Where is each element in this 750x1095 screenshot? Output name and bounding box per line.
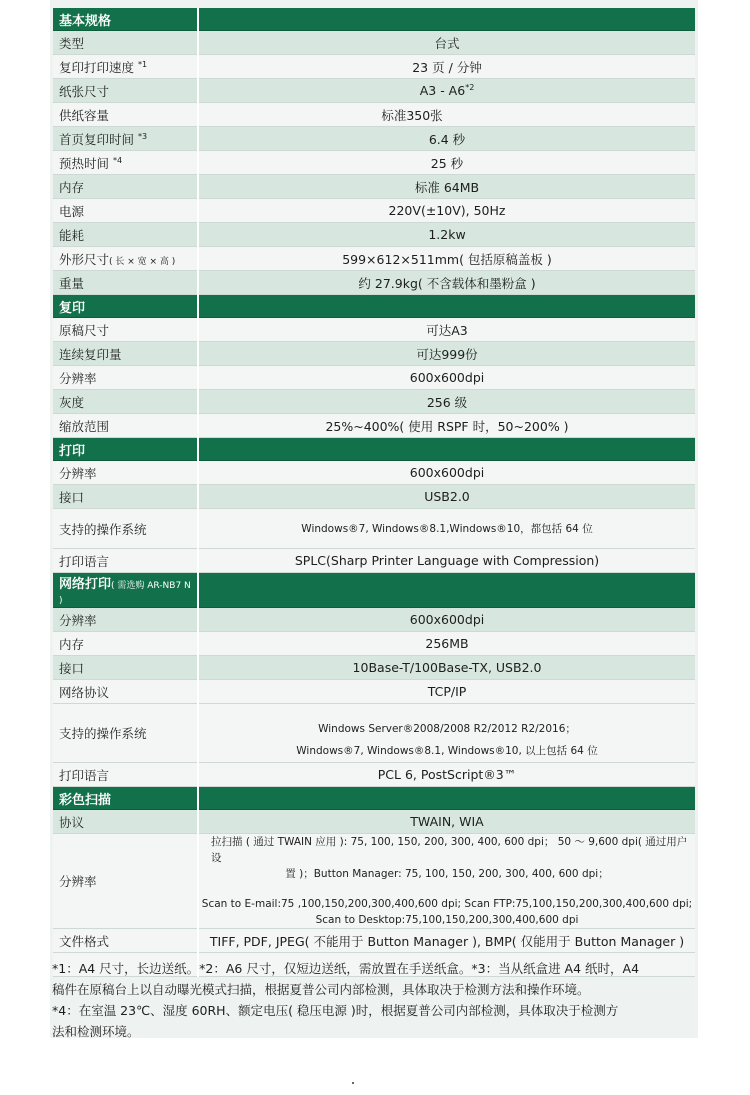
footnote-line: *4：在室温 23℃、湿度 60RH、额定电压( 稳压电源 )时，根据夏普公司内部检测，具体取决于检测方: [52, 1003, 619, 1018]
row-value: 25 秒: [198, 151, 695, 175]
row-value: 600x600dpi: [198, 608, 695, 632]
row-value: 600x600dpi: [198, 461, 695, 485]
section-scan: 彩色扫描: [53, 787, 695, 810]
row-label: 预热时间 $^{*4}$: [53, 151, 198, 175]
row-value: 拉扫描 ( 通过 TWAIN 应用 ): 75, 100, 150, 200, 300, 400, 600 dpi； 50 ～ 9,600 dpi( 通过用户设 置 )；Button Manager: 75, 100, 150, 200, 300, 400, 600 dpi； Scan to E-mail:75 ,100,150,200,300,400,600 dpi; Scan FTP:75,100,150,200,300,400,600 dpi; Scan to Desktop:75,100,150,200,300,400,600 dpi: [198, 834, 695, 929]
row-value: 标准350张: [198, 103, 695, 127]
row-label: 打印语言: [53, 549, 198, 573]
spec-table: [53, 8, 695, 977]
row-label: 协议: [53, 810, 198, 834]
row-value: 599×612×511mm( 包括原稿盖板 ): [198, 247, 695, 271]
row-label: 支持的操作系统: [53, 704, 198, 763]
section-basic: 基本规格: [53, 8, 695, 31]
row-label: 网络协议: [53, 680, 198, 704]
row-value: 约 27.9kg( 不含载体和墨粉盒 ): [198, 271, 695, 295]
row-value: A3 - A6$^{*2}$: [198, 79, 695, 103]
row-value: PCL 6, PostScript®3™: [198, 763, 695, 787]
section-netprint: 网络打印( 需选购 AR-NB7 N ): [53, 573, 695, 608]
row-value: SPLC(Sharp Printer Language with Compression): [198, 549, 695, 573]
row-label: 灰度: [53, 390, 198, 414]
row-value: 256 级: [198, 390, 695, 414]
row-value: TIFF, PDF, JPEG( 不能用于 Button Manager ), BMP( 仅能用于 Button Manager ): [198, 929, 695, 953]
row-label: 纸张尺寸: [53, 79, 198, 103]
row-value: 标准 64MB: [198, 175, 695, 199]
row-label: 内存: [53, 632, 198, 656]
row-value: 220V(±10V), 50Hz: [198, 199, 695, 223]
row-value: Windows®7, Windows®8.1,Windows®10，都包括 64 位: [198, 509, 695, 549]
row-value: 256MB: [198, 632, 695, 656]
row-value: Windows Server®2008/2008 R2/2012 R2/2016； Windows®7, Windows®8.1, Windows®10, 以上包括 64 位: [198, 704, 695, 763]
row-label: 打印语言: [53, 763, 198, 787]
footnote-line: 稿件在原稿台上以自动曝光模式扫描，根据夏普公司内部检测，具体取决于检测方法和操作环境。: [52, 982, 590, 997]
row-label: 分辨率: [53, 834, 198, 929]
row-value: 台式: [198, 31, 695, 55]
footnote-line: 法和检测环境。: [52, 1024, 140, 1039]
row-value: 23 页 / 分钟: [198, 55, 695, 79]
row-label: 接口: [53, 485, 198, 509]
row-label: 连续复印量: [53, 342, 198, 366]
row-label: 复印打印速度 $^{*1}$: [53, 55, 198, 79]
row-label: 电源: [53, 199, 198, 223]
row-value: 1.2kw: [198, 223, 695, 247]
row-label: 缩放范围: [53, 414, 198, 438]
row-value: 10Base-T/100Base-TX, USB2.0: [198, 656, 695, 680]
row-label: 首页复印时间 $^{*3}$: [53, 127, 198, 151]
row-value: 600x600dpi: [198, 366, 695, 390]
row-label: 能耗: [53, 223, 198, 247]
row-value: TWAIN, WIA: [198, 810, 695, 834]
row-value: TCP/IP: [198, 680, 695, 704]
row-label: 类型: [53, 31, 198, 55]
footnotes: [52, 958, 698, 1042]
row-label: 分辨率: [53, 608, 198, 632]
section-copy: 复印: [53, 295, 695, 318]
row-label: 分辨率: [53, 461, 198, 485]
row-value: USB2.0: [198, 485, 695, 509]
row-value: 可达999份: [198, 342, 695, 366]
row-label: 重量: [53, 271, 198, 295]
row-label: 文件格式: [53, 929, 198, 953]
row-label: 原稿尺寸: [53, 318, 198, 342]
row-label: 供纸容量: [53, 103, 198, 127]
row-label: 接口: [53, 656, 198, 680]
row-value: 25%~400%( 使用 RSPF 时，50~200% ): [198, 414, 695, 438]
row-label: 外形尺寸( 长 × 宽 × 高 ): [53, 247, 198, 271]
footnote-line: *1：A4 尺寸，长边送纸。*2：A6 尺寸，仅短边送纸，需放置在手送纸盒。*3：当从纸盒进 A4 纸时，A4: [52, 961, 640, 976]
row-label: 内存: [53, 175, 198, 199]
row-label: 支持的操作系统: [53, 509, 198, 549]
decorative-dot: [352, 1082, 354, 1084]
row-value: 6.4 秒: [198, 127, 695, 151]
section-print: 打印: [53, 438, 695, 461]
row-value: 可达A3: [198, 318, 695, 342]
row-label: 分辨率: [53, 366, 198, 390]
